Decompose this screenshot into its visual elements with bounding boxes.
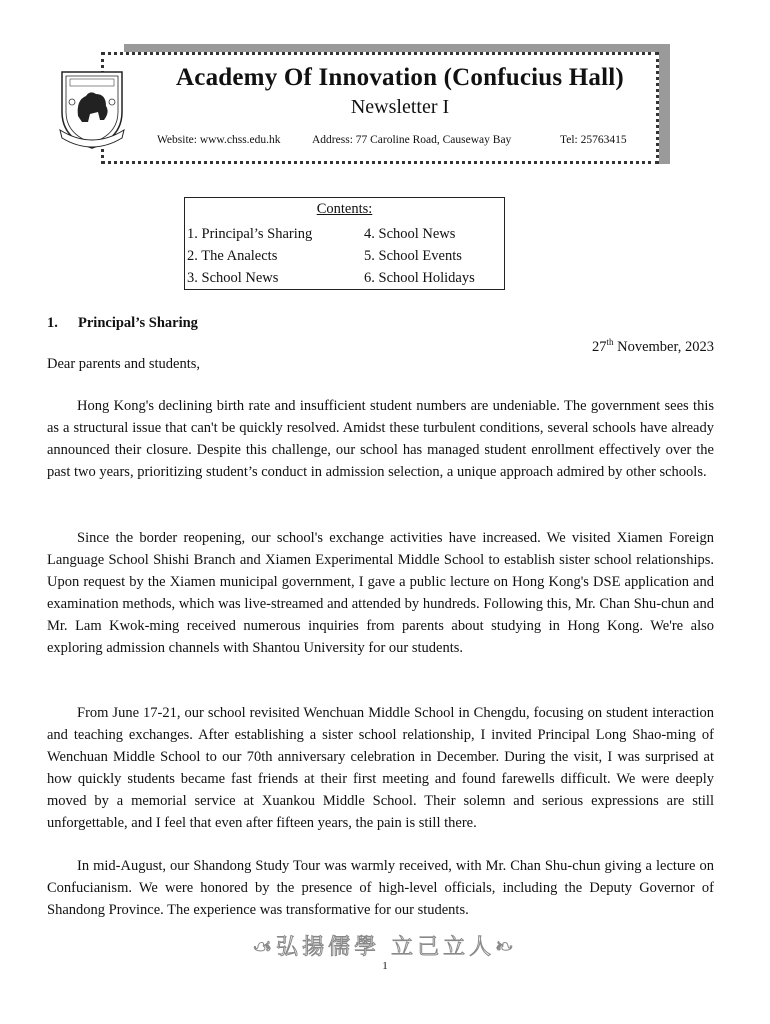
paragraph: In mid-August, our Shandong Study Tour was warmly received, with Mr. Chan Shu-chun giving a lecture on Confucianism. We were honored by the presence of high-level officials, including the Deputy Governor of Shandong Province. The experience was transformative for our students.	[47, 858, 714, 918]
letter-date	[592, 337, 714, 356]
date-day: 27	[591, 338, 607, 355]
contents-box	[184, 197, 505, 290]
date-suffix: th	[606, 337, 614, 347]
contents-item: 4. School News	[364, 226, 456, 242]
section-title: Principal’s Sharing	[78, 315, 198, 331]
contents-item: 1. Principal’s Sharing	[187, 226, 313, 242]
website-info: Website: www.chss.edu.hk	[157, 134, 281, 146]
contents-item: 6. School Holidays	[364, 270, 475, 286]
paragraph: Since the border reopening, our school's exchange activities have increased. We visited Xiamen Foreign Language School Shishi Branch and Xiamen Experimental Middle School to establish sister school relationships. Upon request by the Xiamen municipal government, I gave a public lecture on Hong Kong's DSE application and examination methods, which was live-streamed and attended by hundreds. Following this, Mr. Chan Shu-chun and Mr. Lam Kwok-ming received numerous inquiries from parents about studying in Hong Kong. We're also exploring admission channels with Shantou University for our students.	[47, 530, 714, 656]
paragraph: Hong Kong's declining birth rate and insufficient student numbers are undeniable. The government sees this as a structural issue that can't be quickly resolved. Amidst these turbulent conditions, several schools have already announced their closure. Despite this challenge, our school has managed student enrollment effectively over the past two years, prioritizing student’s conduct in admission selection, a unique approach admired by other schools.	[47, 398, 714, 480]
paragraph: From June 17-21, our school revisited Wenchuan Middle School in Chengdu, focusing on student interaction and teaching exchanges. After establishing a sister school relationship, I invited Principal Long Shao-ming of Wenchuan Middle School to our 70th anniversary celebration in December. During the visit, I was surprised at how quickly students became fast friends at their first meeting and found farewells difficult. We were deeply moved by a memorial service at Xuankou Middle School. Their solemn and serious expressions are still unforgettable, and I feel that even after fifteen years, the pain is still there.	[47, 705, 714, 831]
date-rest: November, 2023	[613, 338, 714, 355]
section-number: 1.	[47, 315, 58, 331]
school-crest-icon	[56, 68, 128, 150]
section-heading	[47, 315, 198, 332]
newsletter-title: Academy Of Innovation (Confucius Hall)	[176, 64, 624, 91]
address-info: Address: 77 Caroline Road, Causeway Bay	[312, 134, 512, 146]
salutation: Dear parents and students,	[47, 356, 201, 372]
phone-info: Tel: 25763415	[560, 134, 627, 146]
page-number: 1	[382, 960, 388, 972]
newsletter-subtitle: Newsletter I	[350, 96, 450, 118]
school-motto: ☙弘揚儒學 立己立人❧	[252, 935, 518, 960]
contents-item: 5. School Events	[364, 248, 462, 264]
contents-item: 2. The Analects	[187, 248, 278, 264]
contents-title: Contents:	[316, 201, 373, 217]
contents-item: 3. School News	[187, 270, 279, 286]
